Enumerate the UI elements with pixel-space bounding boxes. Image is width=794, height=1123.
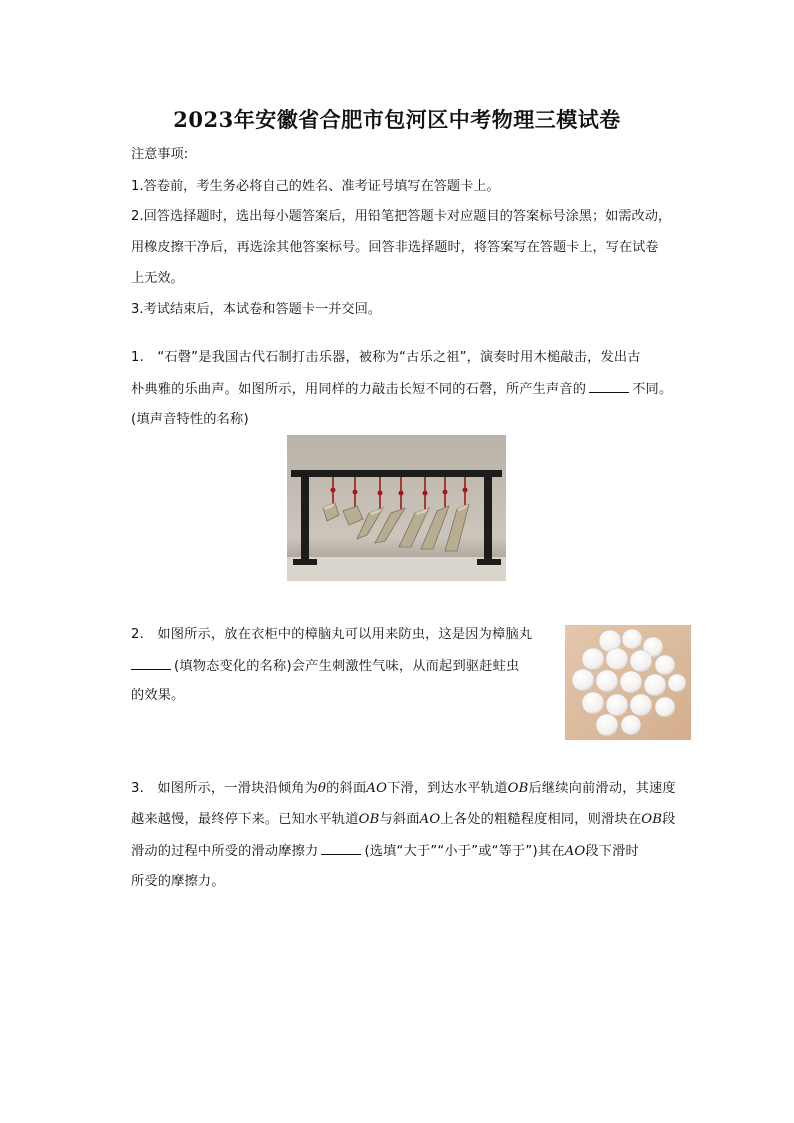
q3-text: (选填“大于”“小于”或“等于”)其在: [364, 844, 565, 859]
q1-line3: (填声音特性的名称): [131, 412, 249, 427]
page-title: 2023年安徽省合肥市包河区中考物理三模试卷: [173, 107, 621, 132]
notice-heading: 注意事项:: [131, 147, 189, 162]
stone-chime-image: [287, 435, 506, 581]
q3-text: 段下滑时: [585, 844, 639, 859]
q1-text: 不同。: [632, 382, 673, 397]
notice-item: 上无效。: [131, 271, 184, 286]
q3-line3: [131, 842, 711, 861]
q3-text: 滑动的过程中所受的滑动摩擦力: [131, 844, 319, 859]
q3-text: 段: [662, 812, 676, 827]
notice-item: 3.考试结束后，本试卷和答题卡一并交回。: [131, 302, 381, 317]
answer-blank[interactable]: [321, 842, 361, 855]
segment-ao: AO: [564, 844, 586, 859]
q3-text: 下滑，到达水平轨道: [387, 781, 508, 796]
q3-text: 上各处的粗糙程度相同，则滑块在: [440, 812, 642, 827]
q2-line1: 2. 如图所示，放在衣柜中的樟脑丸可以用来防虫，这是因为樟脑丸: [131, 627, 533, 642]
q3-text: 后继续向前滑动，其速度: [528, 781, 676, 796]
q3-text: 越来越慢，最终停下来。已知水平轨道: [131, 812, 359, 827]
notice-item: 2.回答选择题时，选出每小题答案后，用铅笔把答题卡对应题目的答案标号涂黑；如需改动，: [131, 209, 672, 224]
q2-text: (填物态变化的名称)会产生刺激性气味，从而起到驱赶蛀虫: [174, 659, 520, 674]
q3-text: 的斜面: [326, 781, 367, 796]
theta-symbol: θ: [318, 781, 327, 796]
answer-blank[interactable]: [131, 657, 171, 670]
q1-line1: 1. “石磬”是我国古代石制打击乐器，被称为“古乐之祖”，演奏时用木槌敲击，发出古: [131, 350, 641, 365]
q3-text: 3. 如图所示，一滑块沿倾角为: [131, 781, 319, 796]
notice-item: 1.答卷前，考生务必将自己的姓名、准考证号填写在答题卡上。: [131, 179, 500, 194]
segment-ao: AO: [419, 812, 441, 827]
segment-ob: OB: [641, 812, 663, 827]
q3-line2: [131, 811, 711, 829]
q3-line4: 所受的摩擦力。: [131, 874, 225, 889]
q3-line1: [131, 780, 711, 798]
camphor-balls-image: [565, 625, 691, 740]
segment-ao: AO: [366, 781, 388, 796]
q1-line2: [131, 380, 711, 399]
segment-ob: OB: [358, 812, 380, 827]
q2-line3: 的效果。: [131, 688, 185, 703]
q3-text: 与斜面: [379, 812, 420, 827]
answer-blank[interactable]: [589, 380, 629, 393]
segment-ob: OB: [507, 781, 529, 796]
q1-text: 朴典雅的乐曲声。如图所示，用同样的力敲击长短不同的石磬，所产生声音的: [131, 382, 587, 397]
notice-item: 用橡皮擦干净后，再选涂其他答案标号。回答非选择题时，将答案写在答题卡上，写在试卷: [131, 240, 659, 255]
